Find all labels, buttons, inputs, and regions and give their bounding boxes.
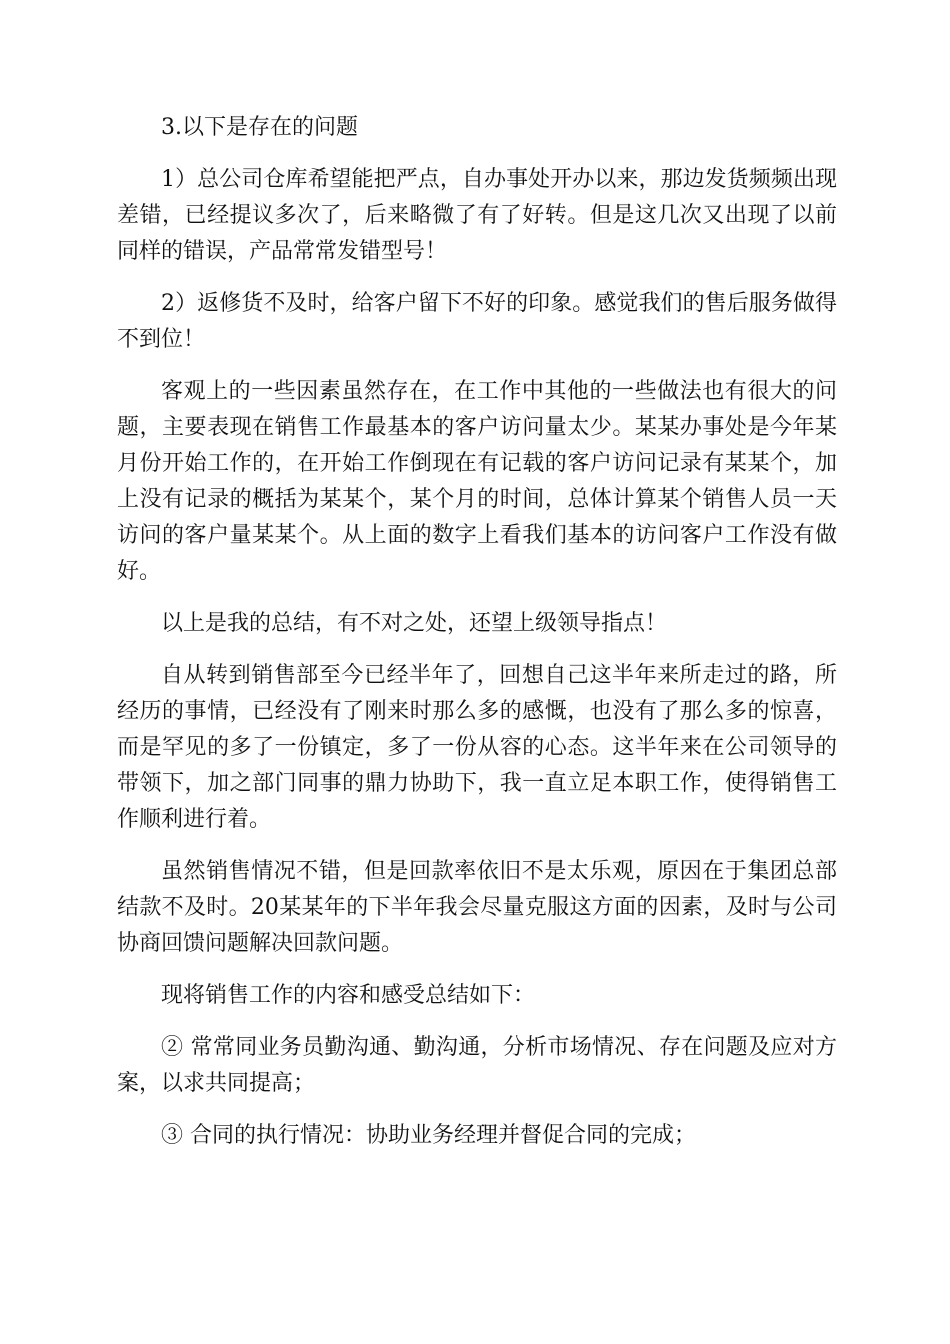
paragraph-summary-lead: 现将销售工作的内容和感受总结如下： (161, 983, 536, 1008)
document-body (117, 110, 837, 1170)
paragraph-issue-2: 2）返修货不及时，给客户留下不好的印象。感觉我们的售后服务做得不到位！ (117, 291, 837, 352)
paragraph-item-3: ③ 合同的执行情况：协助业务经理并督促合同的完成； (161, 1123, 696, 1148)
paragraph-analysis: 客观上的一些因素虽然存在，在工作中其他的一些做法也有很大的问题，主要表现在销售工作最基本的客户访问量太少。某某办事处是今年某月份开始工作的，在开始工作倒现在有记载的客户访问记录有某某个，加上没有记录的概括为某某个，某个月的时间，总体计算某个销售人员一天访问的客户量某某个。从上面的数字上看我们基本的访问客户工作没有做好。 (117, 379, 837, 584)
paragraph-heading-issues: 3.以下是存在的问题 (161, 115, 358, 140)
paragraph-issue-1: 1）总公司仓库希望能把严点，自办事处开办以来，那边发货频频出现差错，已经提议多次了，后来略微了有了好转。但是这几次又出现了以前同样的错误，产品常常发错型号！ (117, 167, 837, 264)
paragraph-item-2: ② 常常同业务员勤沟通、勤沟通，分析市场情况、存在问题及应对方案，以求共同提高； (117, 1035, 837, 1096)
paragraph-intro: 自从转到销售部至今已经半年了，回想自己这半年来所走过的路，所经历的事情，已经没有了刚来时那么多的感慨，也没有了那么多的惊喜，而是罕见的多了一份镇定，多了一份从容的心态。这半年来在公司领导的带领下，加之部门同事的鼎力协助下，我一直立足本职工作，使得销售工作顺利进行着。 (117, 663, 837, 832)
paragraph-closing: 以上是我的总结，有不对之处，还望上级领导指点！ (161, 611, 668, 636)
paragraph-payment: 虽然销售情况不错，但是回款率依旧不是太乐观，原因在于集团总部结款不及时。20某某年的下半年我会尽量克服这方面的因素，及时与公司协商回馈问题解决回款问题。 (117, 859, 837, 956)
